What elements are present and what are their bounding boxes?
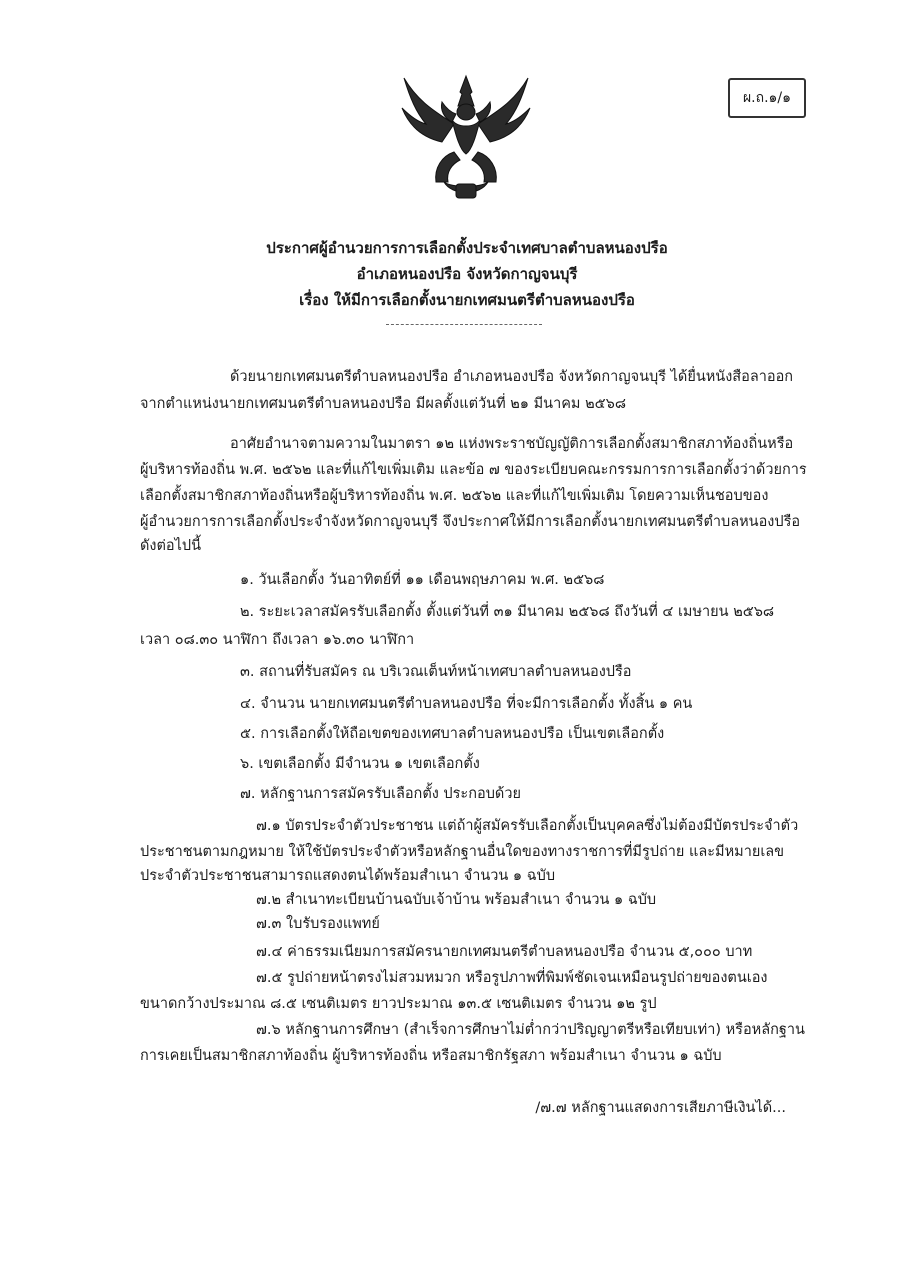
paragraph-2-line: อาศัยอำนาจตามความในมาตรา ๑๒ แห่งพระราชบัญญัติการเลือกตั้งสมาชิกสภาท้องถิ่นหรือ — [230, 436, 794, 452]
subitem-7-1: ๗.๑ บัตรประจำตัวประชาชน แต่ถ้าผู้สมัครรับเลือกตั้งเป็นบุคคลซึ่งไม่ต้องมีบัตรประจำตัว — [256, 818, 799, 834]
item-3: ๓. สถานที่รับสมัคร ณ บริเวณเต็นท์หน้าเทศบาลตำบลหนองปรือ — [240, 664, 632, 680]
paragraph-2-line: ผู้บริหารท้องถิ่น พ.ศ. ๒๕๖๒ และที่แก้ไขเพิ่มเติม และข้อ ๗ ของระเบียบคณะกรรมการการเลือกตั้งว่าด้วยการ — [140, 462, 807, 478]
header-divider — [386, 324, 542, 325]
subitem-7-1-continued: ประจำตัวประชาชนสามารถแสดงตนได้พร้อมสำเนา จำนวน ๑ ฉบับ — [140, 868, 556, 884]
paragraph-1-line: ด้วยนายกเทศมนตรีตำบลหนองปรือ อำเภอหนองปรือ จังหวัดกาญจนบุรี ได้ยื่นหนังสือลาออก — [230, 369, 794, 385]
item-5: ๕. การเลือกตั้งให้ถือเขตของเทศบาลตำบลหนองปรือ เป็นเขตเลือกตั้ง — [240, 726, 665, 742]
form-code-box: ผ.ถ.๑/๑ — [728, 78, 806, 118]
paragraph-2-line: ดังต่อไปนี้ — [140, 538, 202, 554]
subitem-7-4: ๗.๔ ค่าธรรมเนียมการสมัครนายกเทศมนตรีตำบลหนองปรือ จำนวน ๕,๐๐๐ บาท — [256, 944, 753, 960]
subitem-7-5: ๗.๕ รูปถ่ายหน้าตรงไม่สวมหมวก หรือรูปภาพที่พิมพ์ชัดเจนเหมือนรูปถ่ายของตนเอง — [256, 970, 768, 986]
item-1: ๑. วันเลือกตั้ง วันอาทิตย์ที่ ๑๑ เดือนพฤษภาคม พ.ศ. ๒๕๖๘ — [240, 572, 605, 588]
subitem-7-1-continued: ประชาชนตามกฎหมาย ให้ใช้บัตรประจำตัวหรือหลักฐานอื่นใดของทางราชการที่มีรูปถ่าย และมีหมายเลข — [140, 844, 785, 860]
item-2: ๒. ระยะเวลาสมัครรับเลือกตั้ง ตั้งแต่วันที่ ๓๑ มีนาคม ๒๕๖๘ ถึงวันที่ ๔ เมษายน ๒๕๖๘ — [240, 604, 775, 620]
header-line-2: อำเภอหนองปรือ จังหวัดกาญจนบุรี — [356, 265, 578, 283]
continuation-note: /๗.๗ หลักฐานแสดงการเสียภาษีเงินได้... — [535, 1100, 786, 1116]
item-7: ๗. หลักฐานการสมัครรับเลือกตั้ง ประกอบด้วย — [240, 786, 521, 802]
header-line-3: เรื่อง ให้มีการเลือกตั้งนายกเทศมนตรีตำบลหนองปรือ — [299, 291, 635, 309]
item-2-continued: เวลา ๐๘.๓๐ นาฬิกา ถึงเวลา ๑๖.๓๐ นาฬิกา — [140, 632, 415, 648]
header-line-1: ประกาศผู้อำนวยการการเลือกตั้งประจำเทศบาลตำบลหนองปรือ — [266, 239, 668, 257]
paragraph-1-line: จากตำแหน่งนายกเทศมนตรีตำบลหนองปรือ มีผลตั้งแต่วันที่ ๒๑ มีนาคม ๒๕๖๘ — [140, 396, 627, 412]
item-6: ๖. เขตเลือกตั้ง มีจำนวน ๑ เขตเลือกตั้ง — [240, 756, 480, 772]
subitem-7-6: ๗.๖ หลักฐานการศึกษา (สำเร็จการศึกษาไม่ต่ำกว่าปริญญาตรีหรือเทียบเท่า) หรือหลักฐาน — [256, 1022, 805, 1038]
subitem-7-2: ๗.๒ สำเนาทะเบียนบ้านฉบับเจ้าบ้าน พร้อมสำเนา จำนวน ๑ ฉบับ — [256, 892, 657, 908]
garuda-emblem — [396, 72, 536, 202]
subitem-7-5-continued: ขนาดกว้างประมาณ ๘.๕ เซนติเมตร ยาวประมาณ ๑๓.๕ เซนติเมตร จำนวน ๑๒ รูป — [140, 996, 657, 1012]
subitem-7-6-continued: การเคยเป็นสมาชิกสภาท้องถิ่น ผู้บริหารท้องถิ่น หรือสมาชิกรัฐสภา พร้อมสำเนา จำนวน ๑ ฉบับ — [140, 1048, 722, 1064]
paragraph-2-line: ผู้อำนวยการการเลือกตั้งประจำจังหวัดกาญจนบุรี จึงประกาศให้มีการเลือกตั้งนายกเทศมนตรีตำบลหนองปรือ — [140, 514, 801, 530]
subitem-7-3: ๗.๓ ใบรับรองแพทย์ — [256, 916, 380, 932]
item-4: ๔. จำนวน นายกเทศมนตรีตำบลหนองปรือ ที่จะมีการเลือกตั้ง ทั้งสิ้น ๑ คน — [240, 696, 693, 712]
paragraph-2-line: เลือกตั้งสมาชิกสภาท้องถิ่นหรือผู้บริหารท้องถิ่น พ.ศ. ๒๕๖๒ และที่แก้ไขเพิ่มเติม โดยความเห็นชอบของ — [140, 488, 769, 504]
